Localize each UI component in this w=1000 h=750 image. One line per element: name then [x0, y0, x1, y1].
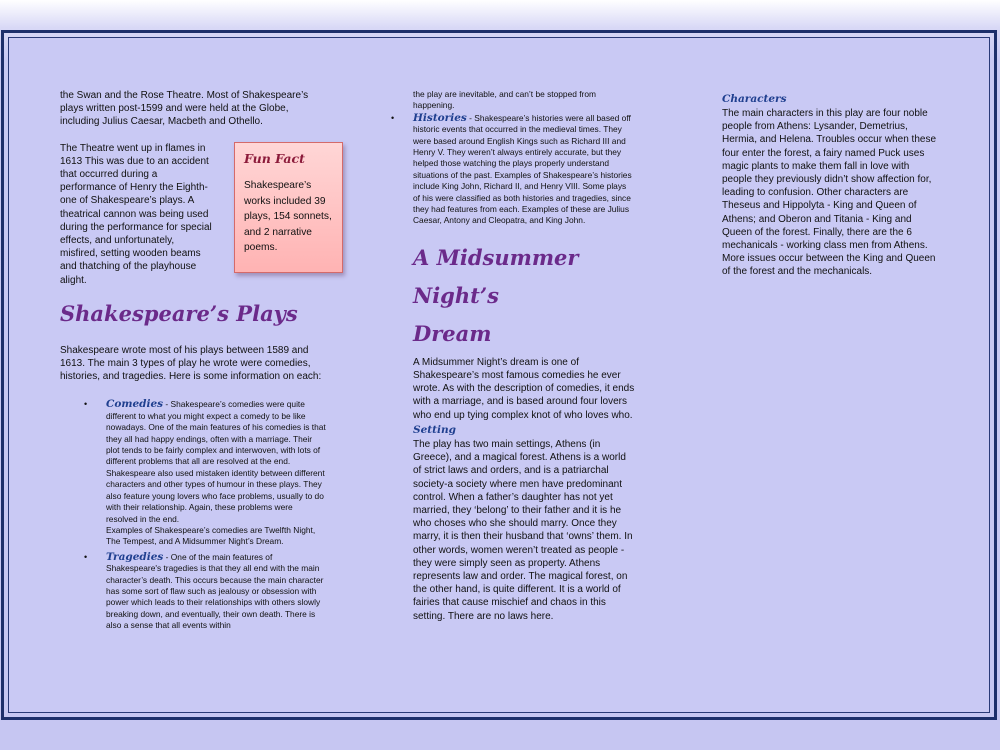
list-item-histories	[391, 111, 635, 227]
fun-fact-title: Fun Fact	[244, 151, 305, 166]
fun-fact-text: Shakespeare’s works included 39 plays, 154 sonnets, and 2 narrative poems.	[244, 180, 332, 253]
msnd-intro-paragraph: A Midsummer Night’s dream is one of Shakespeare’s most famous comedies he ever wrote. As with the description of comedies, it ends with a marriage, and is based around four lovers who end up tying complex knot of who loves who.	[413, 356, 635, 421]
tragedies-text: - One of the main features of Shakespeare's tragedies is that they all end with the main character’s death. This occurs because the main character has some sort of flaw such as jealousy or obsession with power which leads to their relationships with others slowly breaking down, and eventually, their own death. There is also a sense that all events within	[106, 551, 324, 631]
theatre-fire-paragraph: The Theatre went up in flames in 1613 This was due to an accident that occurred during a performance of Henry the Eighth- one of Shakespeare’s plays. A theatrical cannon was being used during the performance for special effects, and unfortunately, misfired, setting wooden beams and thatching of the playhouse alight.	[60, 142, 212, 286]
bullet-icon: •	[84, 551, 88, 562]
comedies-paragraph	[106, 399, 326, 524]
plays-heading: Shakespeare’s Plays	[60, 300, 298, 326]
bullet-icon: •	[84, 399, 88, 410]
plays-intro-paragraph: Shakespeare wrote most of his plays between 1589 and 1613. The main 3 types of play he wrote were comedies, histories, and tragedies. Here is some information on each:	[60, 344, 322, 383]
list-item-comedies	[84, 398, 326, 547]
characters-paragraph: The main characters in this play are four noble people from Athens: Lysander, Demetrius, Hermia, and Helena. Troubles occur when these four enter the forest, a fairy named Puck uses magic plants to make them fall in love with people they previously didn’t show affection for, leading to confusion. Other characters are Theseus and Hippolyta - King and Queen of Athens; and Oberon and Titania - King and Queen of the forest. Finally, there are the 6 mechanicals - working class men from Athens. More issues occur between the King and Queen of the forest and the mechanicals.	[722, 108, 937, 278]
comedies-examples: Examples of Shakespeare’s comedies are Twelfth Night, The Tempest, and A Midsummer Night’s Dream.	[106, 524, 316, 547]
histories-text: - Shakespeare’s histories were all based off historic events that occurred in the medieval times. They were based around English Kings such as Richard III and Henry V. They weren’t always entirely accurate, but they helped those watching the plays properly understand situations of the past. Examples of Shakespeare’s histories include King John, Richard II, and Henry VIII. Some plays of his were classified as both histories and tragedies, since they had features from each. Examples of these are Julius Caesar, Antony and Cleopatra, and King John.	[413, 112, 632, 226]
comedies-text: - Shakespeare’s comedies were quite different to what you might expect a comedy to be like nowadays. One of the main features of his comedies is that they all had happy endings, often with a marriage. Their plot tends to be fairly complex and interwoven, with lots of different problems that all are resolved at the end. Shakespeare also used mistaken identity between different characters and other types of humour in these plays. They also feature young lovers who face problems, usually to do with their relationship. Again, these problems were resolved in the end.	[106, 399, 326, 524]
msnd-heading-line2: Dream	[413, 320, 492, 346]
setting-paragraph: The play has two main settings, Athens (in Greece), and a magical forest. Athens is a world of strict laws and orders, and is a patriarchal society-a society where men have predominant control. When a father’s daughter has not yet married, they ‘belong’ to their father and it is he who choses who she should marry. Once they marry, it is then their husband that ‘owns’ them. In other words, women weren’t treated as people - they were simply seen as property. Athens represents law and order. The magical forest, on the other hand, is quite different. It is a world of fairies that cause mischief and chaos in this setting. There are no laws here.	[413, 438, 633, 622]
intro-paragraph: the Swan and the Rose Theatre. Most of Shakespeare’s plays written post-1599 and were held at the Globe, including Julius Caesar, Macbeth and Othello.	[60, 90, 309, 128]
list-item-tragedies	[84, 550, 326, 632]
histories-list	[391, 111, 635, 227]
tragedies-label: Tragedies	[106, 550, 164, 563]
histories-paragraph	[413, 113, 635, 227]
setting-heading: Setting	[413, 423, 456, 436]
fun-fact-box	[234, 142, 343, 273]
play-types-list	[84, 398, 326, 631]
msnd-heading-line1: A Midsummer Night’s	[413, 244, 579, 308]
histories-label: Histories	[413, 111, 467, 124]
msnd-heading	[413, 239, 635, 353]
characters-heading: Characters	[722, 93, 787, 105]
column-right	[722, 93, 940, 279]
comedies-label: Comedies	[106, 398, 164, 411]
tragedies-paragraph	[106, 552, 326, 632]
tragedies-continued: the play are inevitable, and can’t be stopped from happening.	[413, 89, 596, 111]
bullet-icon: •	[391, 112, 395, 123]
column-middle	[391, 89, 635, 623]
